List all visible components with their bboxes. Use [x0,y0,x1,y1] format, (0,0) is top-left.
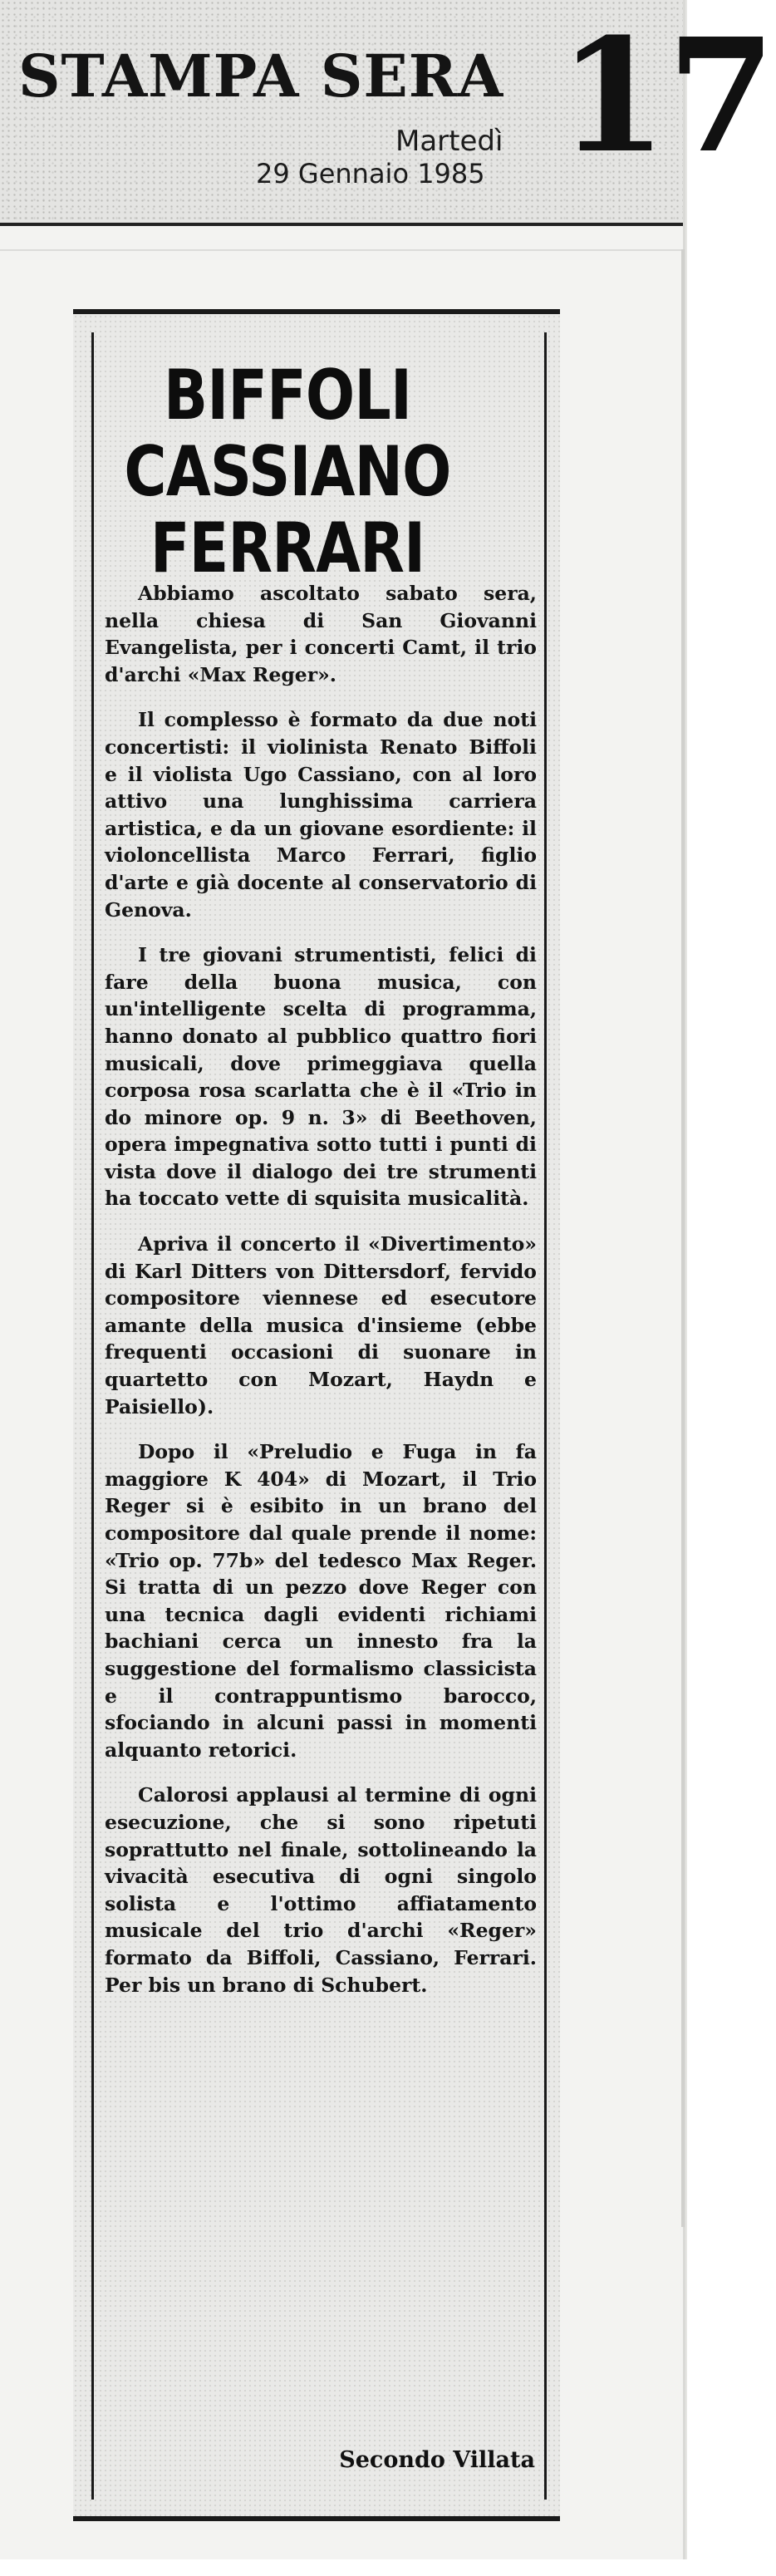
paper-edge [681,249,685,2227]
issue-date: 29 Gennaio 1985 [256,158,485,189]
article-paragraph: Il complesso è formato da due noti concertisti: il violinista Renato Biffoli e il violista Ugo Cassiano, con al loro attivo una lunghissima carriera artistica, e da un giovane esordiente: il violoncellista Marco Ferrari, figlio d'arte e già docente al conservatorio di Genova. [105,708,537,922]
article-paragraph: Dopo il «Preludio e Fuga in fa maggiore K 404» di Mozart, il Trio Reger si è esibito in un brano del compositore dal quale prende il nome: «Trio op. 77b» del tedesco Max Reger. Si tratta di un pezzo dove Reger con una tecnica dagli evidenti richiami bachiani cerca un innesto fra la suggestione del formalismo classicista e il contrappuntismo barocco, sfociando in alcuni passi in momenti alquanto retorici. [105,1440,537,1762]
article-paragraph: Calorosi applausi al termine di ogni esecuzione, che si sono ripetuti soprattutto nel finale, sottolineando la vivacità esecutiva di ogni singolo solista e l'ottimo affiatamento musicale del trio d'archi «Reger» formato da Biffoli, Cassiano, Ferrari. Per bis un brano di Schubert. [105,1783,537,1997]
issue-weekday: Martedì [395,125,503,158]
article-paragraph: I tre giovani strumentisti, felici di fare della buona musica, con un'intelligente scelta di programma, hanno donato al pubblico quattro fiori musicali, dove primeggiava quella corposa rosa scarlatta che è il «Trio in do minore op. 9 n. 3» di Beethoven, opera impegnativa sotto tutti i punti di vista dove il dialogo dei tre strumenti ha toccato vette di squisita musicalità. [105,943,537,1211]
article-byline: Secondo Villata [339,2447,535,2473]
article-headline [113,357,462,587]
article-paragraph: Abbiamo ascoltato sabato sera, nella chiesa di San Giovanni Evangelista, per i concerti Camt, il trio d'archi «Max Reger». [105,582,537,686]
headline-line: BIFFOLI [163,355,412,435]
article-body [105,580,537,1998]
article-clipping [73,309,560,2521]
article-paragraph: Apriva il concerto il «Divertimento» di Karl Ditters von Dittersdorf, fervido compositore viennese ed esecutore amante della musica d'insieme (ebbe frequenti occasioni di suonare in quartetto con Mozart, Haydn e Paisiello). [105,1232,537,1418]
newspaper-masthead [0,0,776,226]
page-number: 17 [558,4,776,188]
fold-line [0,249,683,251]
newspaper-name: STAMPA SERA [18,42,504,111]
headline-line: FERRARI [150,508,425,588]
headline-line: CASSIANO [124,431,451,512]
